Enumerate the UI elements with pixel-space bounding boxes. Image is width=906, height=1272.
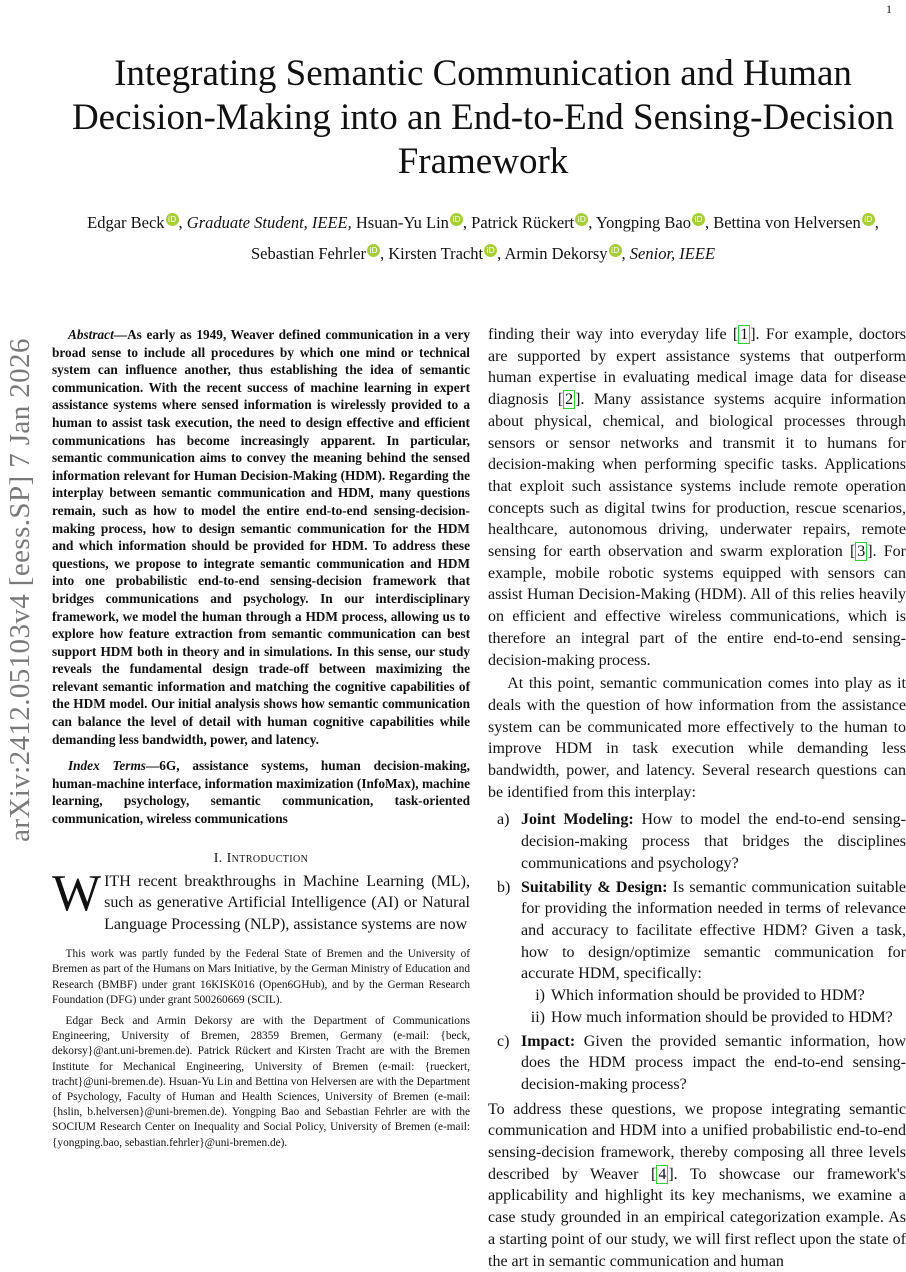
orcid-icon[interactable]: iD <box>367 244 380 257</box>
citation-link[interactable]: 2 <box>565 391 574 409</box>
page-number: 1 <box>886 2 892 16</box>
question-marker: c) <box>497 1032 510 1050</box>
author-name: Armin Dekorsy <box>504 244 608 263</box>
orcid-icon[interactable]: iD <box>450 213 463 226</box>
orcid-icon[interactable]: iD <box>484 244 497 257</box>
right-column <box>488 324 906 1272</box>
author-name: Hsuan-Yu Lin <box>355 213 449 232</box>
index-terms-label: Index Terms <box>67 758 146 774</box>
author-name: Kirsten Tracht <box>388 244 484 263</box>
abstract-text: —As early as 1949, Weaver defined communication in a very broad sense to include all procedures by which one mind or technical system can influence another, thus establishing the idea of semantic communication. With the recent success of machine learning in expert assistance systems where sensed information is wirelessly provided to a human to assist task execution, the need to design effective and efficient communications has become increasingly apparent. In particular, semantic communication aims to convey the meaning behind the sensed information relevant for Human Decision-Making (HDM). Regarding the interplay between semantic communication and HDM, many questions remain, such as how to model the entire end-to-end sensing-decision-making process, how to design semantic communication for the HDM and which information should be provided for HDM. To address these questions, we propose to integrate semantic communication and HDM into one probabilistic end-to-end sensing-decision framework that bridges communications and psychology. In our interdisciplinary framework, we model the human through a HDM process, allowing us to explore how feature extraction from semantic communication can best support HDM both in theory and in simulations. In this sense, our study reveals the fundamental design trade-off between maximizing the relevant semantic information and matching the cognitive capabilities of the HDM model. Our initial analysis shows how semantic communication can balance the level of detail with human cognitive capabilities while demanding less bandwidth, power, and latency. <box>52 327 470 747</box>
author-name: Sebastian Fehrler <box>250 244 366 263</box>
question-text: Given the provided semantic information, how does the HDM process impact the end-to-end sensing-decision-making process? <box>521 1032 906 1093</box>
question-heading: Impact: <box>521 1032 576 1050</box>
paper-title: Integrating Semantic Communication and Human Decision-Making into an End-to-End Sensing-Decision Framework <box>71 53 895 182</box>
question-heading: Suitability & Design: <box>521 878 668 896</box>
citation-link[interactable]: 4 <box>658 1165 667 1183</box>
question-heading: Joint Modeling: <box>521 811 634 829</box>
section-heading-introduction: I. Introduction <box>213 850 309 866</box>
dropcap: W <box>52 864 102 922</box>
author-name: Edgar Beck <box>87 213 165 232</box>
index-terms <box>52 757 470 827</box>
orcid-icon[interactable]: iD <box>166 213 179 226</box>
question-marker: b) <box>497 878 511 896</box>
question-marker: a) <box>497 811 510 829</box>
question-item <box>488 809 906 874</box>
question-text: Is semantic communication suitable for providing the information needed in terms of relevance and accuracy to facilitate effective HDM? Given a task, how to design/optimize semantic communication for accurate HDM, specifically: <box>521 878 906 983</box>
affiliation-footnote: Edgar Beck and Armin Dekorsy are with the Department of Communications Engineering, University of Bremen, 28359 Bremen, Germany (e-mail: {beck, dekorsy}@ant.uni-bremen.de). Patrick Rückert and Kirsten Tracht are with the Bremen Institute for Mechanical Engineering, University of Bremen (e-mail: {rueckert, tracht}@uni-bremen.de). Hsuan-Yu Lin and Bettina von Helversen are with the Department of Psychology, Faculty of Human and Health Sciences, University of Bremen (e-mail: {hslin, b.helversen}@uni-bremen.de). Yongping Bao and Sebastian Fehrler are with the SOCIUM Research Center on Inequality and Social Policy, University of Bremen (e-mail: {yongping.bao, sebastian.fehrler}@uni-bremen.de). <box>52 1014 470 1149</box>
index-terms-text: —6G, assistance systems, human decision-making, human-machine interface, information maximization (InfoMax), machine learning, psychology, semantic communication, task-oriented communication, wireless communications <box>52 758 471 827</box>
author-name: Bettina von Helversen <box>713 213 861 232</box>
body-paragraph-1: finding their way into everyday life [ 1 ]. For example, doctors are supported by expert assistance systems that outperform human expertise in evaluating medical image data for disease diagnosis [ 2 ]. Many assistance systems acquire information about physical, chemical, and biological processes through sensors or sensor networks and transmit it to humans for decision-making when performing specific tasks. Applications that exploit such assistance systems include remote operation concepts such as digital twins for production, rescue scenarios, healthcare, autonomous driving, underwater repairs, remote sensing for earth observation and swarm exploration [ 3 ]. For example, mobile robotic systems equipped with sensors can assist Human Decision-Making (HDM). All of this relies heavily on efficient and effective wireless communications, which is therefore an integral part of the entire end-to-end sensing-decision-making process. <box>488 326 906 669</box>
orcid-icon[interactable]: iD <box>862 213 875 226</box>
introduction-paragraph <box>52 864 470 936</box>
question-item <box>488 877 906 1029</box>
sub-question-item <box>521 985 906 1007</box>
abstract-label: Abstract <box>67 327 114 342</box>
orcid-icon[interactable]: iD <box>575 213 588 226</box>
sub-question-marker: i) <box>535 987 545 1005</box>
abstract <box>52 326 470 748</box>
author-name: Yongping Bao <box>595 213 691 232</box>
sub-question-marker: ii) <box>530 1008 545 1026</box>
introduction-text: ITH recent breakthroughs in Machine Learning (ML), such as generative Artificial Intelligence (AI) or Natural Language Processing (NLP), assistance systems are now <box>104 872 470 933</box>
sub-question-item <box>521 1007 906 1029</box>
arxiv-identifier: arXiv:2412.05103v4 [eess.SP] 7 Jan 2026 <box>4 338 36 842</box>
question-item <box>488 1031 906 1096</box>
author-name: Patrick Rückert <box>471 213 575 232</box>
left-column <box>52 326 470 1151</box>
author-grade: Senior, IEEE <box>629 244 716 263</box>
sub-question-text: Which information should be provided to HDM? <box>551 987 865 1005</box>
citation-link[interactable]: 3 <box>857 543 866 561</box>
citation-link[interactable]: 1 <box>740 326 749 343</box>
sub-question-text: How much information should be provided to HDM? <box>551 1008 893 1026</box>
body-paragraph-3: To address these questions, we propose integrating semantic communication and HDM into a unified probabilistic end-to-end sensing-decision framework, thereby composing all three levels described by Weaver [ 4 ]. To showcase our framework's applicability and highlight its key mechanisms, we examine a case study grounded in an empirical categorization example. As a starting point of our study, we will first reflect upon the state of the art in semantic communication and human <box>488 1100 906 1270</box>
author-grade: Graduate Student, IEEE, <box>186 213 352 232</box>
body-paragraph-2: At this point, semantic communication comes into play as it deals with the question of how information from the assistance system can be communicated more effectively to the human to improve HDM in task execution while demanding less bandwidth, power, and latency. Several research questions can be identified from this interplay: <box>488 675 906 801</box>
question-text: How to model the end-to-end sensing-decision-making process that bridges the disciplines communications and psychology? <box>521 811 906 872</box>
funding-footnote: This work was partly funded by the Federal State of Bremen and the University of Bremen as part of the Humans on Mars Initiative, by the German Ministry of Education and Research (BMBF) under grant 16KISK016 (Open6GHub), and by the German Research Foundation (DFG) under grant 500260669 (SCIL). <box>52 948 470 1006</box>
sub-questions-list <box>521 985 906 1028</box>
orcid-icon[interactable]: iD <box>609 244 622 257</box>
orcid-icon[interactable]: iD <box>692 213 705 226</box>
research-questions-list <box>488 809 906 1095</box>
author-list: Edgar Beck iD , Graduate Student, IEEE, Hsuan-Yu Lin iD , Patrick Rückert iD , Yongping Bao iD , Bettina von Helversen iD , Sebastian Fehrler iD , Kirsten Tracht iD , Armin Dekorsy iD , Senior, IEEE <box>87 213 879 263</box>
